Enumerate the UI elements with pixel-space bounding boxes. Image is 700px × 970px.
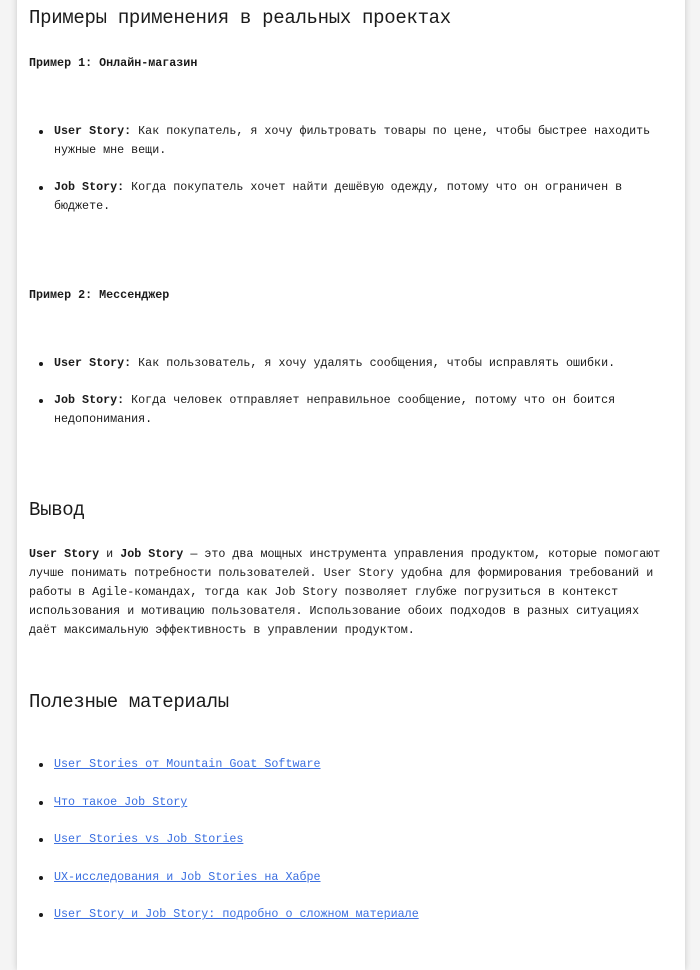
resource-link[interactable]: User Story и Job Story: подробно о сложном материале [54,907,419,921]
list-item: Job Story: Когда покупатель хочет найти дешёвую одежду, потому что он ограничен в бюджете. [54,178,674,216]
list-item: Job Story: Когда человек отправляет неправильное сообщение, потому что он боится недопонимания. [54,391,674,429]
resource-link[interactable]: User Stories vs Job Stories [54,832,244,846]
conclusion-heading: Вывод [29,499,85,521]
resource-link[interactable]: User Stories от Mountain Goat Software [54,757,321,771]
resource-link[interactable]: Что такое Job Story [54,795,188,809]
list-item: User Story: Как покупатель, я хочу фильтровать товары по цене, чтобы быстрее находить нужные мне вещи. [54,122,674,160]
list-item [54,793,674,812]
example-2-title: Пример 2: Мессенджер [29,288,170,302]
list-item [54,905,674,924]
resource-link[interactable]: UX-исследования и Job Stories на Хабре [54,870,321,884]
list-item: User Story: Как пользователь, я хочу удалять сообщения, чтобы исправлять ошибки. [54,354,674,373]
list-item [54,868,674,887]
list-item [54,830,674,849]
resources-heading: Полезные материалы [29,691,229,713]
example-1-title: Пример 1: Онлайн-магазин [29,56,198,70]
conclusion-paragraph: User Story и Job Story — это два мощных инструмента управления продуктом, которые помогают лучше понимать потребности пользователей. User Story удобна для формирования требований и работы в Agile-командах, тогда как Job Story позволяет глубже погрузиться в контекст использования и мотивацию пользователя. Использование обоих подходов в разных ситуациях даёт максимальную эффективность в управлении продуктом. [29,547,661,637]
list-item [54,755,674,774]
examples-heading: Примеры применения в реальных проектах [29,7,451,29]
